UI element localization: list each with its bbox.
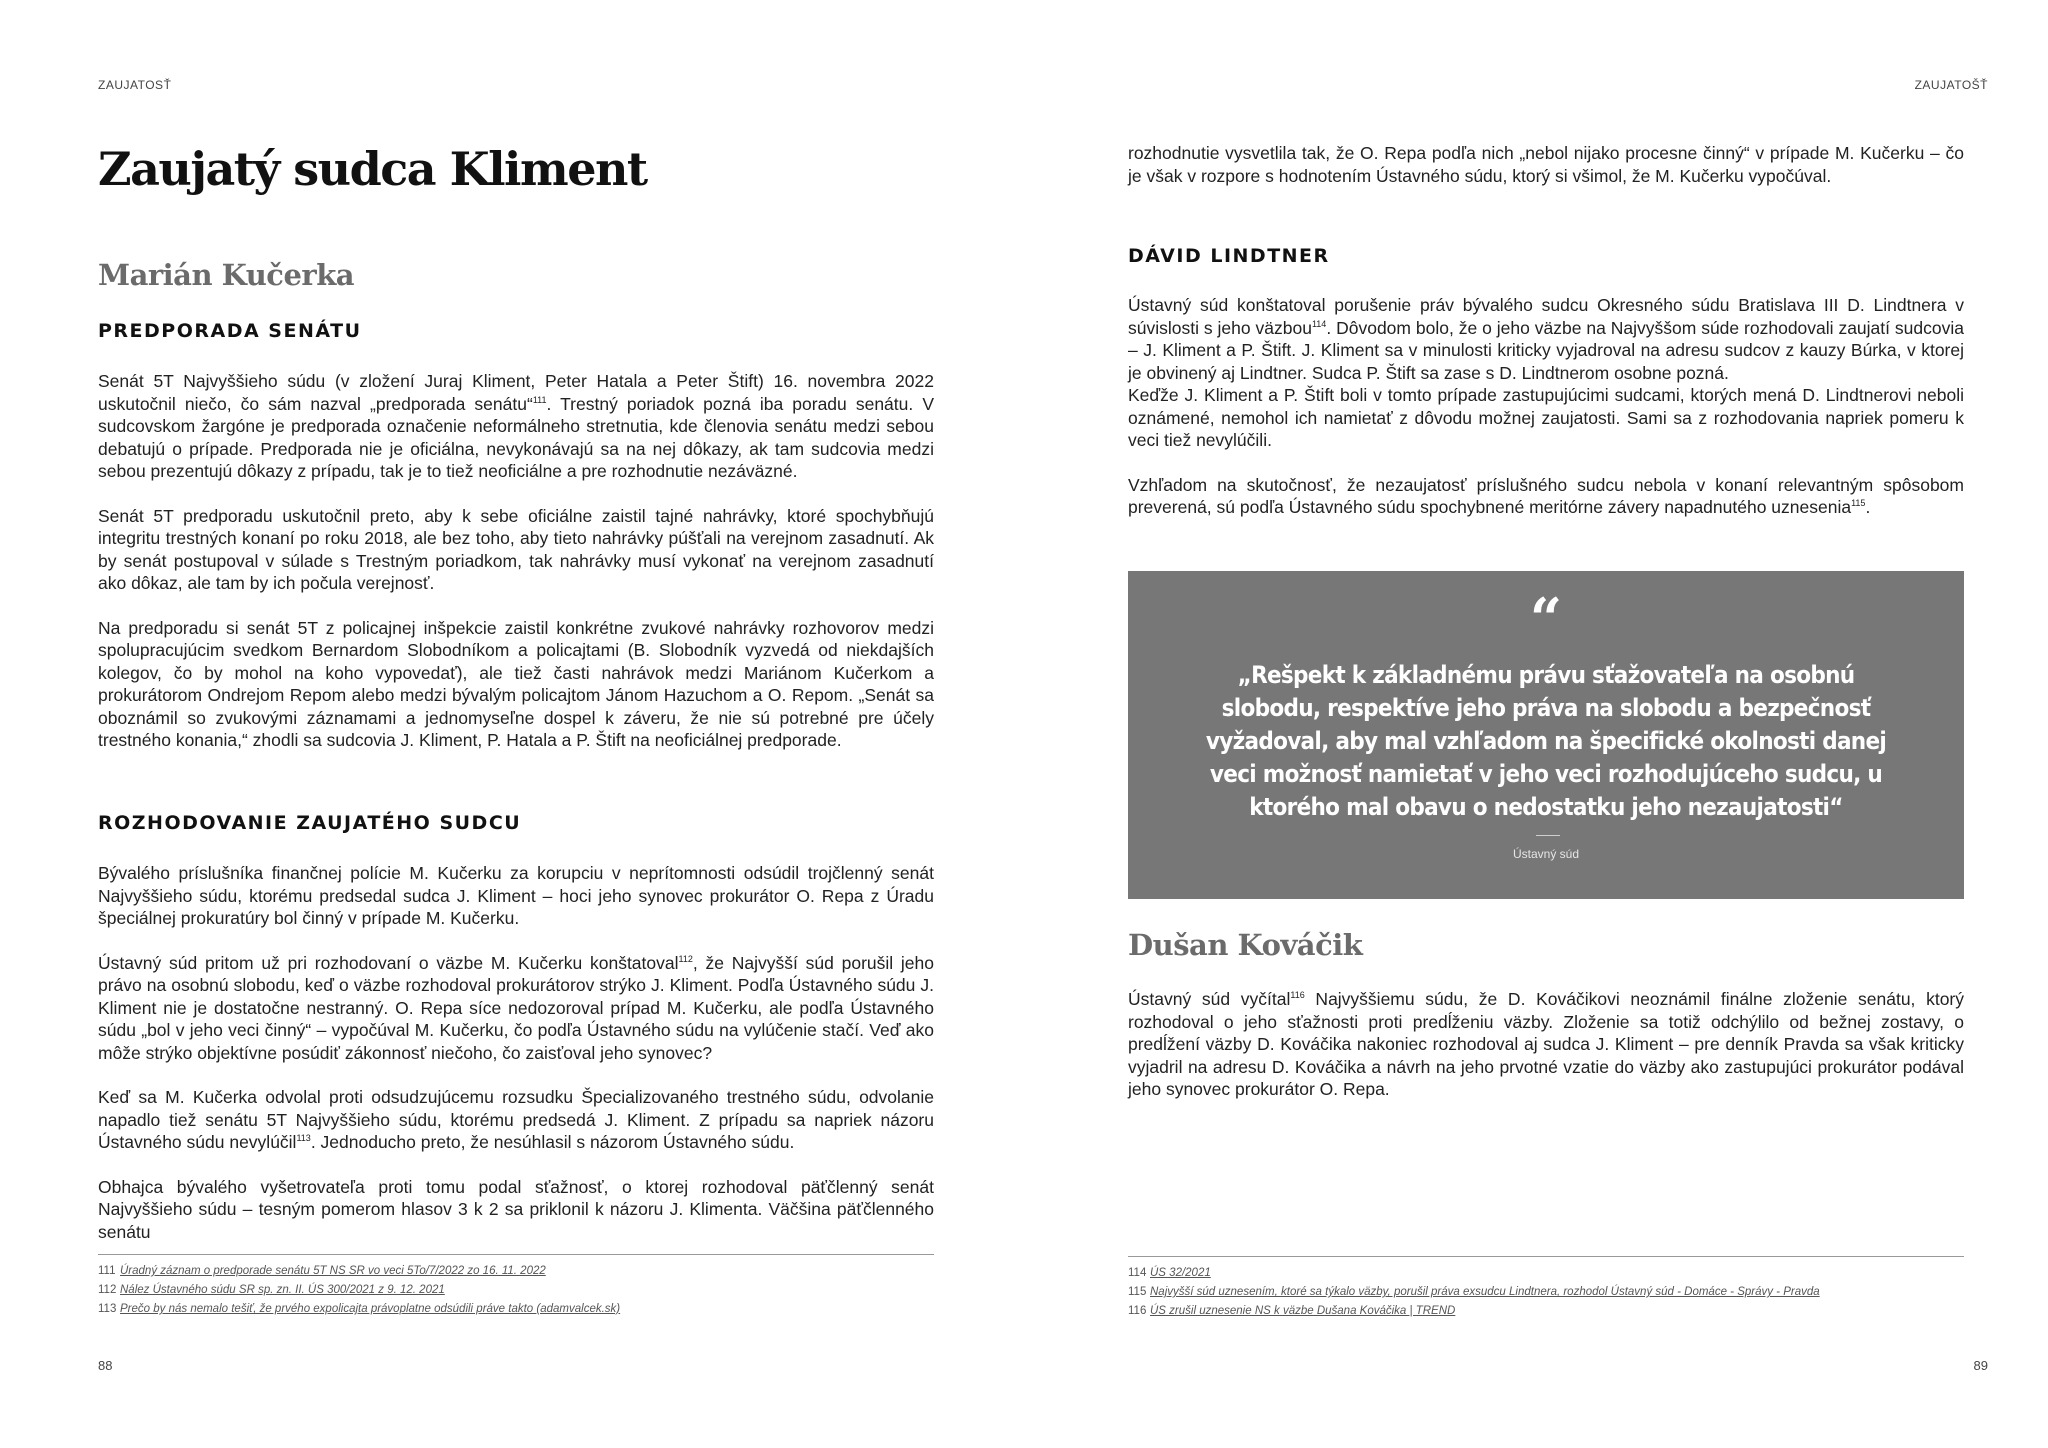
paragraph: Ústavný súd vyčítal$^{116}$ Najvyššiemu súdu, že D. Kováčikovi neoznámil finálne zloženie senátu, ktorý rozhodoval o jeho sťažnosti proti predĺženiu väzby. Zloženie sa totiž odchýlilo od bežnej zostavy, o predĺžení väzby D. Kováčika nakoniec rozhodoval aj sudca J. Kliment – pre denník Pravda sa však kriticky vyjadril na adresu D. Kováčika a návrh na jeho prvotné vzatie do väzby ako zastupujúci prokurátor podával jeho synovec prokurátor O. Repa. [1128, 989, 1965, 1099]
page-title: Zaujatý sudca Kliment [98, 142, 647, 196]
quote-text: „Rešpekt k základnému právu sťažovateľa na osobnú slobodu, respektíve jeho práva na slobodu a bezpečnosť vyžadoval, aby mal vzhľadom na špecifické okolnosti danej veci možnosť namietať v jeho veci rozhodujúceho sudcu, u ktorého mal obavu o nedostatku jeho nezaujatosti“ [1205, 661, 1887, 821]
quote-divider [1536, 835, 1560, 836]
section-lindtner-body [1128, 294, 1964, 519]
page-number: 88 [98, 1358, 113, 1373]
footnote-link[interactable]: Prečo by nás nemalo tešiť, že prvého expolicajta právoplatne odsúdili práve takto (adamvalcek.sk) [120, 1303, 621, 1315]
paragraph: Keďže J. Kliment a P. Štift boli v tomto prípade zastupujúcimi sudcami, ktorých mená D. Lindtnerovi neboli oznámené, nemohol ich namietať z dôvodu možnej zaujatosti. Sami sa z rozhodovania napriek pomeru k veci tiež nevylúčili. [1128, 385, 1964, 450]
footnote-ref[interactable]: 113 [296, 1133, 311, 1144]
quote-source: Ústavný súd [1512, 847, 1580, 861]
footnote: 114 ÚS 32/2021 [1128, 1264, 1964, 1283]
paragraph: Senát 5T predporadu uskutočnil preto, aby k sebe oficiálne zaistil tajné nahrávky, ktoré spochybňujú integritu trestných konaní po roku 2018, ale bez toho, aby tieto nahrávky púšťali na verejnom zasadnutí. Ak by senát postupoval v súlade s Trestným poriadkom, tak nahrávky musí vykonať na verejnom zasadnutí ako dôkaz, ale tam by ich počula verejnosť. [98, 505, 934, 593]
person-heading-kovacik: Dušan Kováčik [1128, 928, 1363, 962]
paragraph-continuation: rozhodnutie vysvetlila tak, že O. Repa podľa nich „nebol nijako procesne činný“ v prípade M. Kučerku – čo je však v rozpore s hodnotením Ústavného súdu, ktorý si všimol, že M. Kučerku vypočúval. [1128, 143, 1964, 186]
section-heading-rozhodovanie: ROZHODOVANIE ZAUJATÉHO SUDCU [98, 812, 522, 834]
person-heading-kucerka: Marián Kučerka [98, 258, 355, 292]
section-heading-lindtner: DÁVID LINDTNER [1128, 245, 1330, 267]
right-page [1024, 0, 2048, 1448]
footnote: 113 Prečo by nás nemalo tešiť, že prvého expolicajta právoplatne odsúdili práve takto (adamvalcek.sk) [98, 1300, 934, 1319]
paragraph: Keď sa M. Kučerka odvolal proti odsudzujúcemu rozsudku Špecializovaného trestného súdu, odvolanie napadlo tiež senátu 5T Najvyššieho súdu, ktorému predsedá J. Kliment. Z prípadu sa napriek názoru Ústavného súdu nevylúčil$^{113}$. Jednoducho preto, že nesúhlasil s názorom Ústavného súdu. [98, 1087, 934, 1152]
quote-mark-icon: “ [1529, 586, 1563, 652]
footnote: 115 Najvyšší súd uznesením, ktoré sa týkalo väzby, porušil práva exsudcu Lindtnera, rozhodol Ústavný súd - Domáce - Správy - Pravda [1128, 1283, 1964, 1302]
footnotes [1128, 1256, 1964, 1321]
footnote-link[interactable]: Najvyšší súd uznesením, ktoré sa týkalo väzby, porušil práva exsudcu Lindtnera, rozhodol Ústavný súd - Domáce - Správy - Pravda [1150, 1286, 1820, 1298]
footnote-ref[interactable]: 116 [1290, 990, 1305, 1001]
section-heading-predporada: PREDPORADA SENÁTU [98, 320, 362, 342]
running-head: ZAUJATOSŤ [98, 78, 172, 92]
paragraph: Ústavný súd konštatoval porušenie práv bývalého sudcu Okresného súdu Bratislava III D. Lindtnera v súvislosti s jeho väzbou$^{114}$. Dôvodom bolo, že o jeho väzbe na Najvyššom súde rozhodovali zaujatí sudcovia – J. Kliment a P. Štift. J. Kliment sa v minulosti kriticky vyjadroval na adresu sudcov z kauzy Búrka, v ktorej je obvinený aj Lindtner. Sudca P. Štift sa zase s D. Lindtnerom osobne pozná. [1128, 295, 1964, 383]
footnote-ref[interactable]: 114 [1311, 318, 1327, 329]
footnote: 111 Úradný záznam o predporade senátu 5T NS SR vo veci 5To/7/2022 zo 16. 11. 2022 [98, 1262, 934, 1281]
paragraph: Obhajca bývalého vyšetrovateľa proti tomu podal sťažnosť, o ktorej rozhodoval päťčlenný senát Najvyššieho súdu – tesným pomerom hlasov 3 k 2 sa priklonil k názoru J. Klimenta. Väčšina päťčlenného senátu [98, 1176, 934, 1242]
paragraph: Ústavný súd pritom už pri rozhodovaní o väzbe M. Kučerku konštatoval$^{112}$, že Najvyšší súd porušil jeho právo na osobnú slobodu, keď o väzbe rozhodoval prokurátorov strýko J. Kliment. Podľa Ústavného súdu J. Kliment nie je dostatočne nestranný. O. Repa síce nedozoroval prípad M. Kučerku, ale podľa Ústavného súdu „bol v jeho veci činný“ – vypočúval M. Kučerku, čo podľa Ústavného súdu na vylúčenie stačí. Veď ako môže strýko objektívne posúdiť zákonnosť niečoho, čo zaisťoval jeho synovec? [98, 952, 934, 1063]
paragraph: Bývalého príslušníka finančnej polície M. Kučerku za korupciu v neprítomnosti odsúdil trojčlenný senát Najvyššieho súdu, ktorému predsedal sudca J. Kliment – hoci jeho synovec prokurátor O. Repa z Úradu špeciálnej prokuratúry bol činný v prípade M. Kučerku. [98, 863, 934, 928]
paragraph: Vzhľadom na skutočnosť, že nezaujatosť príslušného sudcu nebola v konaní relevantným spôsobom preverená, sú podľa Ústavného súdu spochybnené meritórne závery napadnutého uznesenia$^{115}$. [1128, 474, 1964, 517]
pull-quote [1128, 571, 1964, 899]
section-predporada-body [98, 370, 934, 752]
footnote-ref[interactable]: 111 [532, 394, 547, 405]
footnotes [98, 1254, 934, 1319]
paragraph: Senát 5T Najvyššieho súdu (v zložení Juraj Kliment, Peter Hatala a Peter Štift) 16. novembra 2022 uskutočnil niečo, čo sám nazval „predporada senátu“$^{111}$. Trestný poriadok pozná iba poradu senátu. V sudcovskom žargóne je predporada označenie neformálneho stretnutia, kde členovia senátu medzi sebou debatujú o prípade. Predporada nie je oficiálna, nevykonávajú sa na nej dôkazy, ak tam sudcovia medzi sebou prezentujú dôkazy z prípadu, tak je to tiež neoficiálne a pre rozhodnutie nezáväzné. [98, 371, 934, 481]
running-head: ZAUJATOŠŤ [1914, 78, 1988, 92]
footnote: 112 Nález Ústavného súdu SR sp. zn. II. ÚS 300/2021 z 9. 12. 2021 [98, 1281, 934, 1300]
footnote-ref[interactable]: 112 [678, 953, 693, 964]
footnote: 116 ÚS zrušil uznesenie NS k väzbe Dušana Kováčika | TREND [1128, 1302, 1964, 1321]
section-kovacik-body [1128, 988, 1964, 1101]
page-number: 89 [1973, 1358, 1988, 1373]
footnote-link[interactable]: Úradný záznam o predporade senátu 5T NS SR vo veci 5To/7/2022 zo 16. 11. 2022 [120, 1265, 546, 1277]
footnote-link[interactable]: ÚS 32/2021 [1150, 1267, 1211, 1279]
footnote-ref[interactable]: 115 [1851, 498, 1866, 509]
footnote-link[interactable]: Nález Ústavného súdu SR sp. zn. II. ÚS 300/2021 z 9. 12. 2021 [120, 1284, 445, 1296]
footnote-link[interactable]: ÚS zrušil uznesenie NS k väzbe Dušana Kováčika | TREND [1150, 1305, 1456, 1317]
paragraph: Na predporadu si senát 5T z policajnej inšpekcie zaistil konkrétne zvukové nahrávky rozhovorov medzi spolupracujúcim svedkom Bernardom Slobodníkom a policajtami (B. Slobodník vyzvedá od niekdajších kolegov, čo by mohol na koho vypovedať), ale tiež časti nahrávok medzi Mariánom Kučerkom a prokurátorom Ondrejom Repom alebo medzi bývalým policajtom Jánom Hazuchom a O. Repom. „Senát sa oboznámil so zvukovými záznamami a jednomyseľne dospel k záveru, že nie sú potrebné pre účely trestného konania,“ zhodli sa sudcovia J. Kliment, P. Hatala a P. Štift na neoficiálnej predporade. [98, 617, 934, 750]
section-rozhodovanie-body [98, 862, 934, 1243]
